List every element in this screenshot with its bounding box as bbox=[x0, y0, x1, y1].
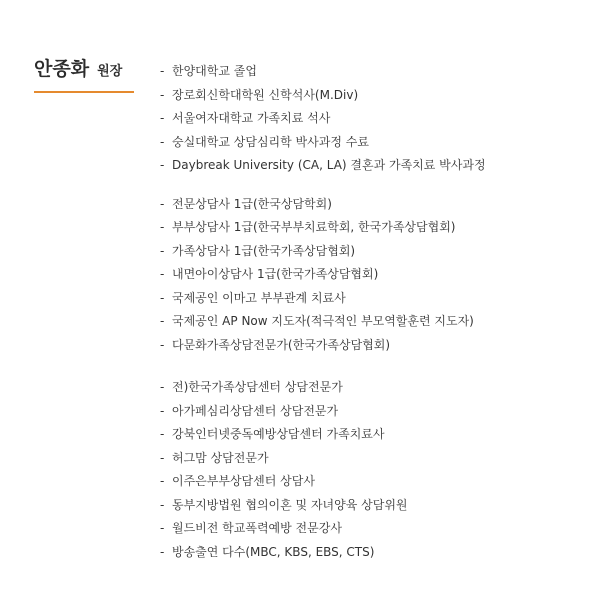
accent-underline bbox=[34, 91, 134, 93]
item-text: 방송출연 다수(MBC, KBS, EBS, CTS) bbox=[172, 544, 375, 559]
group-spacer bbox=[160, 357, 486, 376]
item-text: 전문상담사 1급(한국상담학회) bbox=[172, 196, 332, 211]
list-item bbox=[160, 154, 486, 178]
item-text: 서울여자대학교 가족치료 석사 bbox=[172, 111, 331, 125]
bullet-dash: - bbox=[160, 497, 165, 512]
list-item bbox=[160, 287, 486, 311]
list-item bbox=[160, 447, 486, 471]
bullet-dash: - bbox=[160, 87, 165, 102]
bullet-dash: - bbox=[160, 474, 165, 488]
bullet-dash: - bbox=[160, 521, 165, 535]
item-text: 이주은부부상담센터 상담사 bbox=[172, 474, 315, 488]
bullet-dash: - bbox=[160, 314, 165, 328]
bullet-dash: - bbox=[160, 544, 165, 559]
bullet-dash: - bbox=[160, 427, 165, 441]
item-text: 국제공인 AP Now 지도자(적극적인 부모역할훈련 지도자) bbox=[172, 314, 474, 328]
bullet-dash: - bbox=[160, 111, 165, 125]
item-text: Daybreak University (CA, LA) 결혼과 가족치료 박사과정 bbox=[172, 158, 486, 172]
group-spacer bbox=[160, 178, 486, 193]
bullet-dash: - bbox=[160, 134, 165, 149]
item-text: 강북인터넷중독예방상담센터 가족치료사 bbox=[172, 427, 385, 441]
item-text: 허그맘 상담전문가 bbox=[172, 450, 269, 465]
item-text: 가족상담사 1급(한국가족상담협회) bbox=[172, 243, 356, 258]
item-text: 다문화가족상담전문가(한국가족상담협회) bbox=[172, 337, 391, 352]
item-text: 아가페심리상담센터 상담전문가 bbox=[172, 403, 339, 418]
education-group bbox=[160, 60, 486, 178]
list-item bbox=[160, 423, 486, 447]
bullet-dash: - bbox=[160, 267, 165, 281]
item-text: 동부지방법원 협의이혼 및 자녀양육 상담위원 bbox=[172, 497, 408, 512]
bullet-dash: - bbox=[160, 64, 165, 78]
list-item bbox=[160, 376, 486, 400]
list-item bbox=[160, 263, 486, 287]
list-item bbox=[160, 400, 486, 424]
item-text: 장로회신학대학원 신학석사(M.Div) bbox=[172, 87, 359, 102]
list-item bbox=[160, 541, 486, 565]
bullet-dash: - bbox=[160, 158, 165, 172]
bullet-dash: - bbox=[160, 290, 165, 305]
list-item bbox=[160, 517, 486, 541]
bullet-dash: - bbox=[160, 380, 165, 394]
list-item bbox=[160, 494, 486, 518]
profile-header bbox=[34, 60, 134, 79]
list-item bbox=[160, 107, 486, 131]
item-text: 숭실대학교 상담심리학 박사과정 수료 bbox=[172, 134, 369, 149]
bullet-dash: - bbox=[160, 450, 165, 465]
career-list bbox=[160, 60, 486, 564]
profile-name-line bbox=[34, 60, 134, 79]
bullet-dash: - bbox=[160, 337, 165, 352]
list-item bbox=[160, 216, 486, 240]
item-text: 국제공인 이마고 부부관계 치료사 bbox=[172, 290, 346, 305]
list-item bbox=[160, 193, 486, 217]
item-text: 한양대학교 졸업 bbox=[172, 64, 257, 78]
bullet-dash: - bbox=[160, 220, 165, 234]
bullet-dash: - bbox=[160, 243, 165, 258]
item-text: 월드비전 학교폭력예방 전문강사 bbox=[172, 521, 342, 535]
profile-name: 안종화 bbox=[34, 58, 90, 80]
list-item bbox=[160, 131, 486, 155]
item-text: 부부상담사 1급(한국부부치료학회, 한국가족상담협회) bbox=[172, 220, 456, 234]
bullet-dash: - bbox=[160, 196, 165, 211]
list-item bbox=[160, 240, 486, 264]
list-item bbox=[160, 60, 486, 84]
list-item bbox=[160, 334, 486, 358]
experience-group bbox=[160, 376, 486, 564]
list-item bbox=[160, 310, 486, 334]
profile-title: 원장 bbox=[97, 64, 123, 79]
bullet-dash: - bbox=[160, 403, 165, 418]
list-item bbox=[160, 84, 486, 108]
list-item bbox=[160, 470, 486, 494]
certification-group bbox=[160, 193, 486, 358]
item-text: 내면아이상담사 1급(한국가족상담협회) bbox=[172, 267, 379, 281]
item-text: 전)한국가족상담센터 상담전문가 bbox=[172, 380, 343, 394]
